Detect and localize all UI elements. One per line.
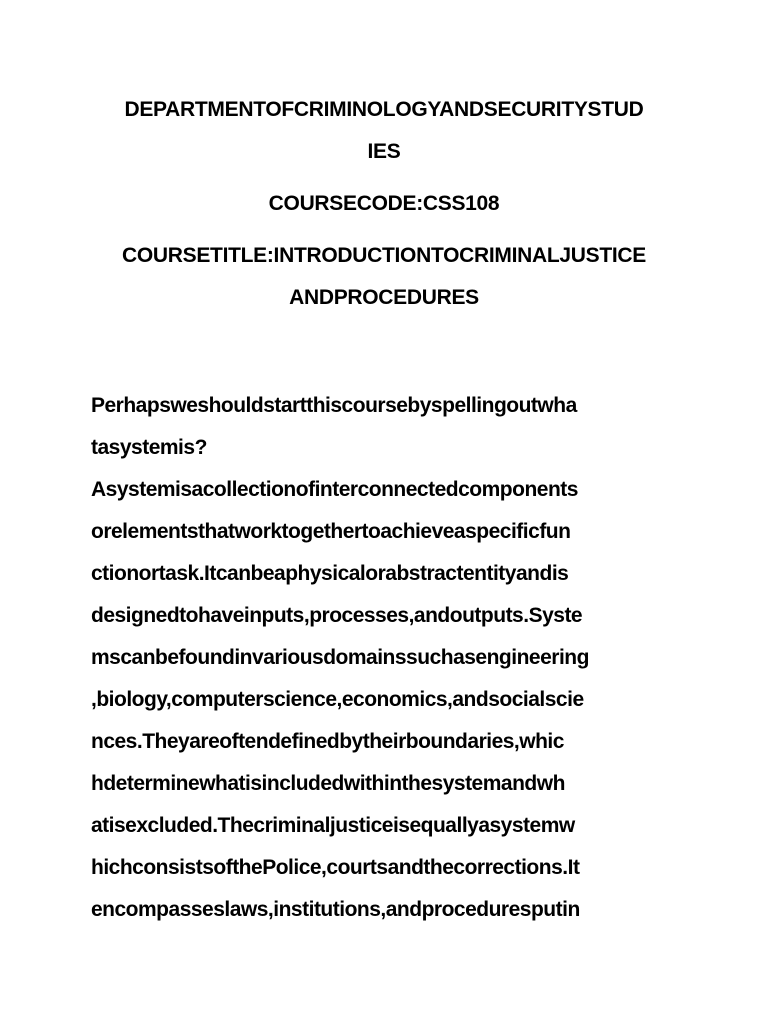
department-heading-line-1: DEPARTMENTOFCRIMINOLOGYANDSECURITYSTUD <box>124 98 644 121</box>
body-line: Perhapsweshouldstartthiscoursebyspellingoutwha <box>91 394 577 417</box>
body-line: tasystemis? <box>91 436 207 459</box>
course-title-line-1: COURSETITLE:INTRODUCTIONTOCRIMINALJUSTICE <box>122 244 646 267</box>
body-line: hdeterminewhatisincludedwithinthesystemandwh <box>91 772 565 795</box>
body-line: Asystemisacollectionofinterconnectedcomponents <box>91 478 578 501</box>
course-title <box>60 235 708 319</box>
body-line: ,biology,computerscience,economics,andsocialscie <box>91 688 584 711</box>
body-line: hichconsistsofthePolice,courtsandthecorrections.It <box>91 856 580 879</box>
body-line: ctionortask.Itcanbeaphysicalorabstractentityandis <box>91 562 569 585</box>
department-heading-line-2: IES <box>367 140 401 163</box>
body-paragraph <box>91 385 691 931</box>
body-line: atisexcluded.Thecriminaljusticeisequallyasystemw <box>91 814 575 837</box>
body-line: mscanbefoundinvariousdomainssuchasengineering <box>91 646 589 669</box>
body-line: orelementsthatworktogethertoachieveaspecificfun <box>91 520 571 543</box>
body-line: designedtohaveinputs,processes,andoutputs.Syste <box>91 604 583 627</box>
course-code <box>60 183 708 225</box>
course-title-line-2: ANDPROCEDURES <box>289 286 479 309</box>
body-line: encompasseslaws,institutions,andproceduresputin <box>91 898 580 921</box>
body-line: nces.Theyareoftendefinedbytheirboundaries,whic <box>91 730 564 753</box>
course-code-line: COURSECODE:CSS108 <box>268 192 500 215</box>
department-heading <box>60 89 708 173</box>
